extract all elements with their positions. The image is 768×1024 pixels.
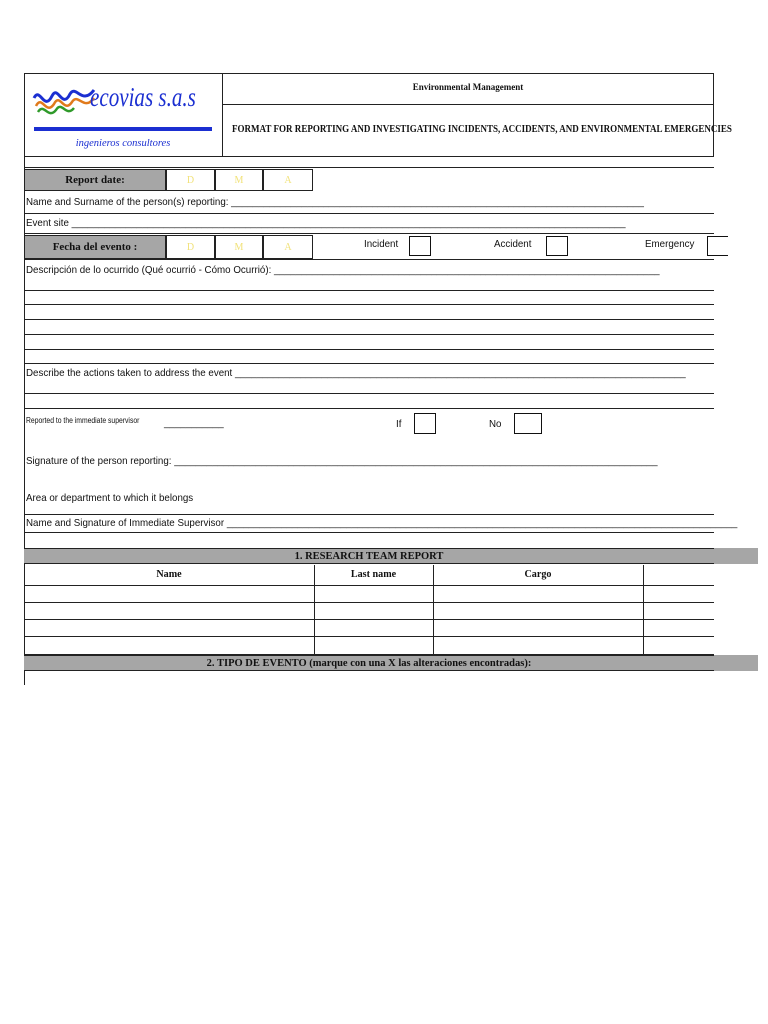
incident-checkbox[interactable] [409, 236, 431, 256]
report-date-day[interactable]: D [166, 169, 215, 191]
description-line [24, 304, 714, 305]
description-line [24, 363, 714, 364]
section-header-extension [714, 548, 758, 564]
event-date-month[interactable]: M [215, 235, 263, 259]
logo-tagline: ingenieros consultores [75, 138, 171, 149]
supervisor-report-label: Reported to the immediate supervisor [26, 416, 140, 425]
report-date-year[interactable]: A [263, 169, 313, 191]
logo-swoosh-icon [30, 82, 98, 122]
row-line [24, 213, 714, 214]
table-row-line [24, 585, 714, 586]
row-line [24, 532, 714, 533]
accident-label: Accident [494, 238, 532, 250]
supervisor-signature-field[interactable]: Name and Signature of Immediate Supervisor ______________________________________________________________________________________________ [26, 517, 738, 529]
event-site-field[interactable]: Event site ______________________________________________________________________________________________________ [26, 217, 626, 229]
description-line [24, 319, 714, 320]
row-line [24, 259, 714, 260]
supervisor-no-label: No [489, 418, 502, 430]
row-line [24, 514, 714, 515]
research-team-table [24, 565, 714, 655]
signature-field[interactable]: Signature of the person reporting: _________________________________________________________________________________________ [26, 455, 658, 467]
supervisor-yes-checkbox[interactable] [414, 413, 436, 434]
header-title-divider [222, 104, 714, 105]
table-col-divider [314, 565, 315, 655]
accident-checkbox[interactable] [546, 236, 568, 256]
actions-line [24, 408, 714, 409]
description-field[interactable]: Descripción de lo ocurrido (Qué ocurrió - Cómo Ocurrió): _______________________________________________________________________ [26, 264, 660, 276]
area-department-label: Area or department to which it belongs [26, 492, 194, 504]
section-research-team-header: 1. RESEARCH TEAM REPORT [24, 548, 714, 564]
actions-line [24, 393, 714, 394]
column-header-name: Name [156, 568, 182, 580]
row-line [24, 167, 714, 168]
department-label: Environmental Management [412, 82, 524, 92]
logo-underline [34, 127, 212, 131]
section-event-type-header: 2. TIPO DE EVENTO (marque con una X las alteraciones encontradas): [24, 655, 714, 671]
supervisor-yes-label: If [396, 418, 402, 430]
event-date-label: Fecha del evento : [24, 235, 166, 259]
emergency-checkbox[interactable] [707, 236, 728, 256]
description-line [24, 290, 714, 291]
section-header-extension [714, 655, 758, 671]
table-col-divider [433, 565, 434, 655]
logo-wordmark: ecovias s.a.s [90, 82, 196, 112]
event-date-year[interactable]: A [263, 235, 313, 259]
table-col-divider [643, 565, 644, 655]
description-line [24, 349, 714, 350]
table-row-line [24, 619, 714, 620]
actions-field[interactable]: Describe the actions taken to address the event ___________________________________________________________________________________ [26, 367, 686, 379]
table-row-line [24, 636, 714, 637]
company-logo [30, 78, 216, 152]
reporter-name-field[interactable]: Name and Surname of the person(s) reporting: ____________________________________________________________________________ [26, 196, 644, 208]
supervisor-report-blank[interactable]: ___________ [164, 417, 224, 429]
column-header-cargo: Cargo [524, 568, 552, 580]
description-line [24, 334, 714, 335]
emergency-label: Emergency [645, 238, 695, 250]
event-date-day[interactable]: D [166, 235, 215, 259]
row-line [24, 233, 714, 234]
supervisor-no-checkbox[interactable] [514, 413, 542, 434]
table-row-line [24, 602, 714, 603]
column-header-last-name: Last name [350, 568, 397, 580]
report-date-label: Report date: [24, 169, 166, 191]
incident-label: Incident [364, 238, 399, 250]
report-date-month[interactable]: M [215, 169, 263, 191]
form-title: FORMAT FOR REPORTING AND INVESTIGATING INCIDENTS, ACCIDENTS, AND ENVIRONMENTAL EMERGENCIES [232, 123, 732, 135]
